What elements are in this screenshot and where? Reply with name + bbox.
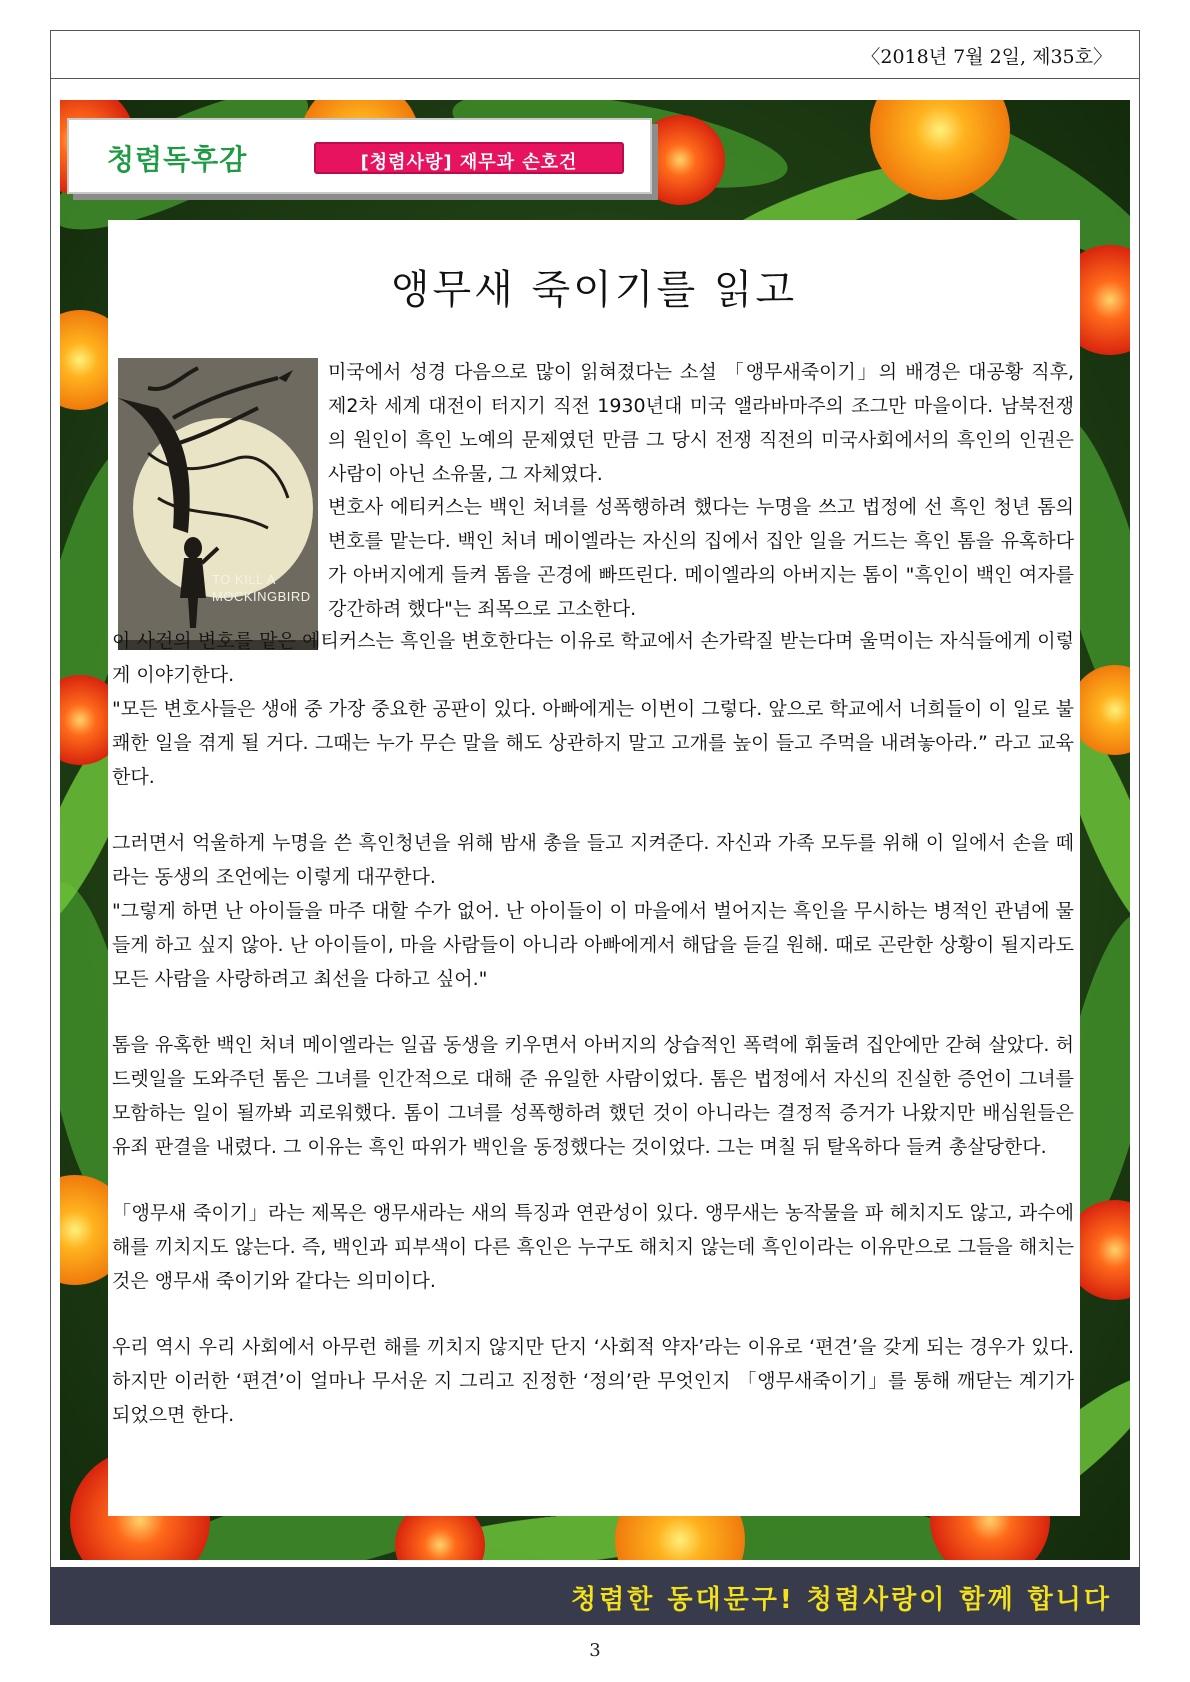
paragraph-attorney: 이 사건의 변호를 맡은 에티커스는 흑인을 변호한다는 이유로 학교에서 손가락질 받는다며 울먹이는 자식들에게 이렇게 이야기한다. (112, 630, 1074, 686)
book-cover-image (118, 358, 318, 650)
paragraph-title-meaning: 「앵무새 죽이기」라는 제목은 앵무새라는 새의 특징과 연관성이 있다. 앵무새는 농작물을 파 헤치지도 않고, 과수에 해를 끼치지도 않는다. 즉, 백인과 피부색이 다른 흑인은 누구도 해치지 않는데 흑인이라는 이유만으로 그들을 해치는 것은 앵무새 죽이기와 같다는 의미이다. (112, 1202, 1074, 1292)
author-tag-label: [청렴사랑] 재무과 손호건 (360, 152, 578, 173)
footer-slogan: 청렴한 동대문구! 청렴사랑이 함께 합니다 (570, 1585, 1112, 1615)
section-title: 청렴독후감 (107, 143, 248, 176)
cover-title-en: TO KILL A MOCKINGBIRD (212, 572, 311, 604)
footer-banner (50, 1567, 1140, 1625)
article-title: 앵무새 죽이기를 읽고 (390, 267, 798, 313)
intro-paragraph: 미국에서 성경 다음으로 많이 읽혀졌다는 소설 「앵무새죽이기」의 배경은 대공황 직후, 제2차 세계 대전이 터지기 직전 1930년대 미국 앨라바마주의 조그만 마을이다. 남북전쟁의 원인이 흑인 노예의 문제였던 만큼 그 당시 전쟁 직전의 미국사회에서의 흑인의 인권은 사람이 아닌 소유물, 그 자체였다. (328, 361, 1074, 485)
paragraph-conclusion: 우리 역시 우리 사회에서 아무런 해를 끼치지 않지만 단지 ‘사회적 약자’라는 이유로 ‘편견’을 갖게 되는 경우가 있다. 하지만 이러한 ‘편견’이 얼마나 무서운 지 그리고 진정한 ‘정의’란 무엇인지 「앵무새죽이기」를 통해 깨닫는 계기가 되었으면 한다. (112, 1336, 1074, 1426)
paragraph-wrap: 변호사 에티커스는 백인 처녀를 성폭행하려 했다는 누명을 쓰고 법정에 선 흑인 청년 톰의 변호를 맡는다. 백인 처녀 메이엘라는 자신의 집에서 집안 일을 거드는 흑인 톰을 유혹하다가 아버지에게 들켜 톰을 곤경에 빠뜨린다. 메이엘라의 아버지는 톰이 "흑인이 백인 여자를 강간하려 했다"는 죄목으로 고소한다. (328, 496, 1074, 620)
paragraph-night-watch: 그러면서 억울하게 누명을 쓴 흑인청년을 위해 밤새 총을 들고 지켜준다. 자신과 가족 모두를 위해 이 일에서 손을 떼라는 동생의 조언에는 이렇게 대꾸한다. (112, 832, 1074, 888)
issue-header (50, 30, 1140, 79)
issue-date: 〈2018년 7월 2일, 제35호〉 (861, 46, 1112, 68)
page-number: 3 (589, 1640, 601, 1661)
author-tag (314, 142, 624, 174)
section-title-bar (67, 118, 652, 194)
quote-children: "그렇게 하면 난 아이들을 마주 대할 수가 없어. 난 아이들이 이 마을에서 벌어지는 흑인을 무시하는 병적인 관념에 물들게 하고 싶지 않아. 난 아이들이, 마을 사람들이 아니라 아빠에게서 해답을 듣길 원해. 때로 곤란한 상황이 될지라도 모든 사람을 사랑하려고 최선을 다하고 싶어." (112, 900, 1074, 990)
article-panel (108, 220, 1080, 1516)
paragraph-mayella: 톰을 유혹한 백인 처녀 메이엘라는 일곱 동생을 키우면서 아버지의 상습적인 폭력에 휘둘려 집안에만 갇혀 살았다. 허드렛일을 도와주던 톰은 그녀를 인간적으로 대해 준 유일한 사람이었다. 톰은 법정에서 자신의 진실한 증언이 그녀를 모함하는 일이 될까봐 괴로워했다. 톰이 그녀를 성폭행하려 했던 것이 아니라는 결정적 증거가 나왔지만 배심원들은 유죄 판결을 내렸다. 그 이유는 흑인 따위가 백인을 동정했다는 것이었다. 그는 며칠 뒤 탈옥하다 들켜 총살당한다. (112, 1034, 1074, 1158)
book-cover-illustration-icon (118, 358, 318, 650)
quote-attorney: "모든 변호사들은 생애 중 가장 중요한 공판이 있다. 아빠에게는 이번이 그렇다. 앞으로 학교에서 너희들이 이 일로 불쾌한 일을 겪게 될 거다. 그때는 누가 무슨 말을 해도 상관하지 말고 고개를 높이 들고 주먹을 내려놓아라.” 라고 교육한다. (112, 698, 1074, 788)
